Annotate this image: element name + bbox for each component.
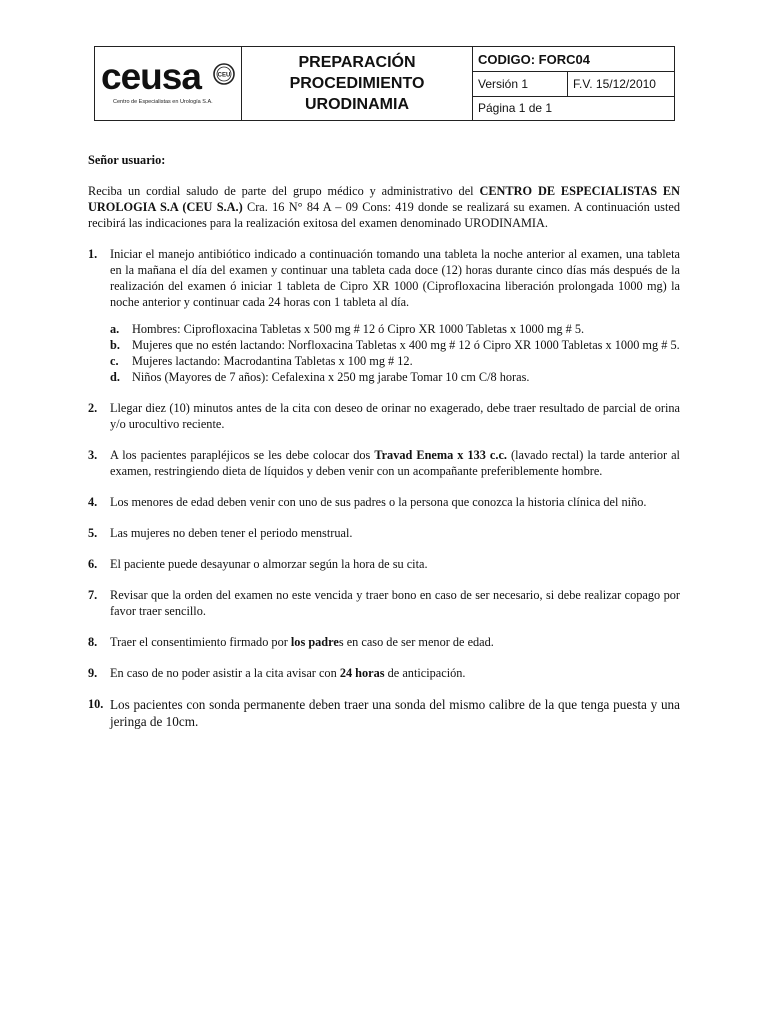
list-item-number: 9.: [88, 666, 98, 680]
list-item-6: [88, 556, 680, 572]
list-item-number: 3.: [88, 448, 98, 462]
list-item-5: [88, 525, 680, 541]
list-item-number: 7.: [88, 588, 98, 602]
sublist-letter: b.: [110, 338, 120, 352]
intro-paragraph: [88, 183, 680, 231]
list-item-text: Iniciar el manejo antibiótico indicado a continuación tomando una tableta la noche anterior al examen, una tableta en la mañana el día del examen y continuar una tableta cada doce (12) horas durante cinco días más después de la realización del examen ó iniciar 1 tableta de Cipro XR 1000 (Ciprofloxacina liberación prolongada 1000 mg) la noche anterior y continuar cada 24 horas con 1 tableta al día.: [110, 247, 680, 309]
list-item-text-post: (lavado rectal) la tarde anterior al examen, restringiendo dieta de líquidos y deben venir con un acompañante preferiblemente hombre.: [110, 448, 680, 478]
sublist-letter: a.: [110, 322, 120, 336]
list-item-text-bold: 24 horas: [339, 666, 385, 680]
title-line-3: URODINAMIA: [305, 96, 409, 113]
list-item-2: [88, 400, 680, 432]
list-item-text: [110, 634, 680, 650]
sublist-letter: d.: [110, 370, 120, 384]
list-item-number: 2.: [88, 401, 98, 415]
list-item-7: [88, 587, 680, 619]
sublist-text: Mujeres que no estén lactando: Norfloxacina Tabletas x 400 mg # 12 ó Cipro XR 1000 Tabletas x 1000 mg # 5.: [132, 338, 680, 352]
list-item-4: [88, 494, 680, 510]
logo-wordmark: ceusa: [101, 56, 201, 97]
document-version: Versión 1: [473, 72, 568, 95]
list-item-3: [88, 447, 680, 479]
title-line-2: PROCEDIMIENTO: [289, 75, 425, 92]
list-item-text-pre: Traer el consentimiento firmado por: [110, 635, 291, 649]
list-item-9: [88, 665, 680, 681]
list-item-number: 6.: [88, 557, 98, 571]
intro-company-name: CENTRO DE ESPECIALISTAS EN UROLOGIA S.A (CEU S.A.): [88, 184, 680, 214]
list-item-text-post: de anticipación.: [384, 666, 466, 680]
list-item-text: Los pacientes con sonda permanente deben traer una sonda del mismo calibre de la que tenga puesta y una jeringa de 10cm.: [110, 697, 680, 729]
sublist-item-a: [110, 321, 680, 337]
document-header: [94, 46, 675, 121]
svg-text:CEU: CEU: [217, 72, 231, 79]
sublist-item-d: [110, 369, 680, 385]
list-item-number: 8.: [88, 635, 98, 649]
sublist-text: Hombres: Ciprofloxacina Tabletas x 500 mg # 12 ó Cipro XR 1000 Tabletas x 1000 mg # 5.: [132, 322, 585, 336]
sublist-letter: c.: [110, 354, 119, 368]
list-item-1: [88, 246, 680, 385]
antibiotic-sublist: [110, 321, 680, 385]
list-item-text-post: s en caso de ser menor de edad.: [338, 635, 494, 649]
list-item-text: Las mujeres no deben tener el periodo menstrual.: [110, 526, 353, 540]
list-item-text: Llegar diez (10) minutos antes de la cita con deseo de orinar no exagerado, debe traer resultado de parcial de orina y/o urocultivo reciente.: [110, 401, 680, 431]
document-page: Página 1 de 1: [478, 101, 553, 116]
list-item-text: [110, 447, 680, 479]
sublist-item-c: [110, 353, 680, 369]
list-item-text: Los menores de edad deben venir con uno de sus padres o la persona que conozca la historia clínica del niño.: [110, 495, 647, 509]
logo-subtitle: Centro de Especialistas en Urología S.A.: [113, 99, 213, 105]
list-item-number: 4.: [88, 495, 98, 509]
list-item-text-bold: los padre: [290, 635, 339, 649]
sublist-item-b: [110, 337, 680, 353]
document-fv: F.V. 15/12/2010: [573, 76, 656, 91]
list-item-8: [88, 634, 680, 650]
list-item-10: [88, 696, 680, 730]
list-item-number: 1.: [88, 247, 98, 261]
document-title: [242, 47, 473, 120]
list-item-text-pre: En caso de no poder asistir a la cita avisar con: [110, 666, 340, 680]
list-item-number: 5.: [88, 526, 98, 540]
list-item-number: 10.: [88, 697, 104, 711]
logo-emblem-icon: [213, 63, 235, 85]
intro-text-2: Cra. 16 N° 84 A – 09 Cons: 419 donde se realizará su examen. A continuación usted recibirá las indicaciones para la realización exitosa del examen denominado URODINAMIA.: [88, 200, 680, 230]
list-item-text: El paciente puede desayunar o almorzar según la hora de su cita.: [110, 557, 428, 571]
sublist-text: Mujeres lactando: Macrodantina Tabletas x 100 mg # 12.: [132, 354, 413, 368]
sublist-text: Niños (Mayores de 7 años): Cefalexina x 250 mg jarabe Tomar 10 cm C/8 horas.: [132, 370, 530, 384]
greeting: Señor usuario:: [88, 153, 166, 167]
list-item-text: Revisar que la orden del examen no este vencida y traer bono en caso de ser necesario, si debe realizar copago por favor traer sencillo.: [110, 588, 680, 618]
intro-text-1: Reciba un cordial saludo de parte del grupo médico y administrativo del: [88, 184, 480, 198]
title-line-1: PREPARACIÓN: [298, 54, 416, 71]
list-item-text: [110, 665, 680, 681]
document-body: [88, 152, 680, 745]
logo: [95, 47, 242, 120]
list-item-text-bold: Travad Enema x 133 c.c.: [374, 448, 507, 462]
list-item-text-pre: A los pacientes parapléjicos se les debe colocar dos: [110, 448, 375, 462]
document-code: CODIGO: FORC04: [478, 51, 590, 67]
document-code-block: [473, 47, 674, 120]
